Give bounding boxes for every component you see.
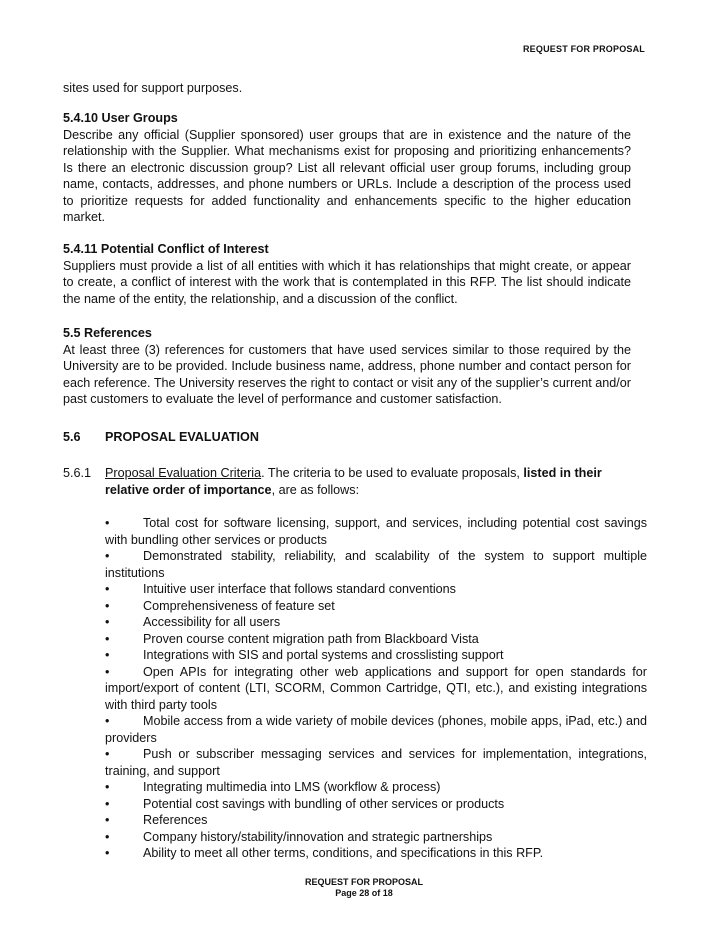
proposal-evaluation-heading <box>63 430 259 444</box>
section-heading: 5.4.11 Potential Conflict of Interest <box>63 242 269 256</box>
bullet: • <box>105 714 110 728</box>
list-item-text: Potential cost savings with bundling of other services or products <box>143 796 505 811</box>
list-item-text: Accessibility for all users <box>143 615 281 629</box>
section-user-groups <box>63 110 631 226</box>
page-number: Page 28 of 18 <box>335 888 393 898</box>
bullet: • <box>105 846 110 860</box>
criteria-tail: , are as follows: <box>271 482 360 497</box>
list-item-text: Company history/stability/innovation and strategic partnerships <box>143 829 493 844</box>
intro-text: sites used for support purposes. <box>63 81 243 95</box>
bullet: • <box>105 648 110 662</box>
criteria-lead: . The criteria to be used to evaluate proposals, <box>261 466 524 480</box>
footer-label: REQUEST FOR PROPOSAL <box>304 877 423 887</box>
bullet: • <box>105 796 110 811</box>
bullet: • <box>105 582 110 596</box>
list-item-text: Intuitive user interface that follows standard conventions <box>143 582 456 596</box>
list-item <box>105 845 647 862</box>
list-item-text: Open APIs for integrating other web applications and support for open standards for import/export of content (LTI, SCORM, Common Cartridge, QTI, etc.), and existing integrations with third party tools <box>105 664 647 712</box>
page-footer <box>0 877 728 899</box>
section-heading: 5.4.10 User Groups <box>63 111 178 125</box>
evaluation-criteria-intro <box>63 465 631 498</box>
bullet: • <box>105 664 110 679</box>
list-item <box>105 598 647 615</box>
bullet: • <box>105 549 110 563</box>
bullet: • <box>105 598 110 613</box>
criteria-title: Proposal Evaluation Criteria <box>105 466 262 480</box>
bullet: • <box>105 747 110 761</box>
list-item <box>105 779 647 796</box>
section-conflict-of-interest <box>63 241 631 307</box>
list-item <box>105 746 647 779</box>
list-item-text: Mobile access from a wide variety of mobile devices (phones, mobile apps, iPad, etc.) and providers <box>105 714 647 745</box>
list-item <box>105 614 647 631</box>
criteria-emphasis: listed in their relative order of importance <box>105 466 602 497</box>
list-item-text: Proven course content migration path from Blackboard Vista <box>143 631 479 646</box>
list-item <box>105 631 647 648</box>
page-header: REQUEST FOR PROPOSAL <box>522 44 645 54</box>
list-item <box>105 713 647 746</box>
bullet: • <box>105 516 110 530</box>
bullet: • <box>105 829 110 844</box>
section-number: 5.6 <box>63 430 81 444</box>
list-item <box>105 796 647 813</box>
bullet: • <box>105 615 110 629</box>
bullet: • <box>105 780 110 794</box>
section-body: Describe any official (Supplier sponsored) user groups that are in existence and the nature of the relationship with the Supplier. What mechanisms exist for proposing and prioritizing enhancements? Is there an electronic discussion group? List all relevant official user group forums, including group name, contacts, addresses, and phone numbers or URLs. Include a description of the process used to prioritize requests for added functionality and enhancements specific to the higher education market. <box>63 127 631 224</box>
bullet: • <box>105 813 110 827</box>
list-item <box>105 515 647 548</box>
list-item-text: References <box>143 813 208 827</box>
section-heading: 5.5 References <box>63 326 152 340</box>
criteria-number: 5.6.1 <box>63 466 92 480</box>
list-item-text: Total cost for software licensing, support, and services, including potential cost savings with bundling other services or products <box>105 516 647 547</box>
criteria-list <box>105 515 647 862</box>
list-item <box>105 548 647 581</box>
bullet: • <box>105 631 110 646</box>
section-title: PROPOSAL EVALUATION <box>105 430 259 444</box>
list-item <box>105 647 647 664</box>
list-item <box>105 829 647 846</box>
list-item-text: Push or subscriber messaging services and services for implementation, integrations, training, and support <box>105 747 647 778</box>
section-body: Suppliers must provide a list of all entities with which it has relationships that might create, or appear to create, a conflict of interest with the work that is contemplated in this RFP. The list should indicate the name of the entity, the relationship, and a discussion of the conflict. <box>63 258 631 306</box>
list-item-text: Ability to meet all other terms, conditions, and specifications in this RFP. <box>143 846 544 860</box>
list-item-text: Integrations with SIS and portal systems and crosslisting support <box>143 648 504 662</box>
list-item-text: Integrating multimedia into LMS (workflow & process) <box>143 780 441 794</box>
section-body: At least three (3) references for customers that have used services similar to those required by the University are to be provided. Include business name, address, phone number and contact person for each reference. The University reserves the right to contact or visit any of the supplier’s current and/or past customers to evaluate the level of performance and customer satisfaction. <box>63 342 631 406</box>
list-item-text: Comprehensiveness of feature set <box>143 598 335 613</box>
list-item <box>105 812 647 829</box>
section-references <box>63 325 631 408</box>
criteria-text <box>105 465 631 498</box>
list-item <box>105 664 647 714</box>
list-item-text: Demonstrated stability, reliability, and scalability of the system to support multiple institutions <box>105 549 647 580</box>
list-item <box>105 581 647 598</box>
